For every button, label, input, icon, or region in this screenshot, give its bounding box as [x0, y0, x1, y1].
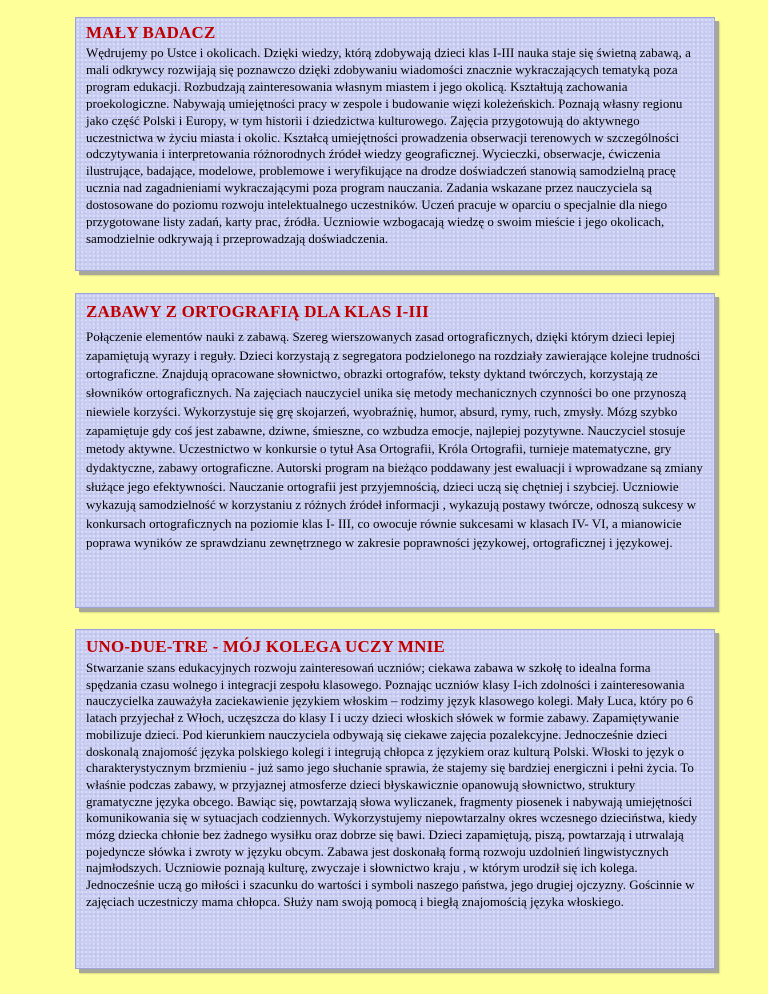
section-title: UNO-DUE-TRE - MÓJ KOLEGA UCZY MNIE: [86, 637, 445, 656]
section-title: ZABAWY Z ORTOGRAFIĄ DLA KLAS I-III: [86, 302, 429, 321]
section-zabawy-z-ortografia: [75, 293, 715, 608]
section-body: Połączenie elementów nauki z zabawą. Szereg wierszowanych zasad ortograficznych, dzięki którym dzieci lepiej zapamiętują wyrazy i reguły. Dzieci korzystają z segregatora podzielonego na rozdziały zawierające kolejne trudności ortograficzne. Znajdują opracowane słownictwo, obrazki ortografów, teksty dyktand twórczych, korzystają ze słowników ortograficznych. Na zajęciach nauczyciel unika się metody mechanicznych czynności bo one przynoszą niewiele korzyści. Wykorzystuje się grę skojarzeń, wyobraźnię, humor, absurd, rymy, ruch, zmysły. Mózg szybko zapamiętuje gdy coś jest zabawne, dziwne, śmieszne, co wzbudza emocje, najlepiej pozytywne. Nauczyciel stosuje metody aktywne. Uczestnictwo w konkursie o tytuł Asa Ortografii, Króla Ortografii, turnieje matematyczne, gry dydaktyczne, zabawy ortograficzne. Autorski program na bieżąco poddawany jest ewaluacji i wprowadzane są zmiany służące jego efektywności. Nauczanie ortografii jest przyjemnością, dzieci uczą się chętniej i szybciej. Uczniowie wykazują samodzielność w korzystaniu z różnych źródeł informacji , wykazują postawy twórcze, odnoszą sukcesy w konkursach ortograficznych na poziomie klas I- III, co owocuje równie sukcesami w klasach IV- VI, a mianowicie poprawa wyników ze sprawdzianu zewnętrznego w zakresie poprawności językowej, ortograficznej i językowej.: [86, 329, 703, 550]
section-uno-due-tre: [75, 629, 715, 969]
section-body: Wędrujemy po Ustce i okolicach. Dzięki wiedzy, którą zdobywają dzieci klas I-III nauka staje się świetną zabawą, a mali odkrywcy rozwijają się poznawczo dzięki zdobywaniu wiadomości znacznie wykraczających tematyką poza program edukacji. Rozbudzają zainteresowania własnym miastem i jego okolicą. Kształtują zachowania proekologiczne. Nabywają umiejętności pracy w zespole i budowanie więzi koleżeńskich. Poznają własny regionu jako część Polski i Europy, w tym historii i dziedzictwa kulturowego. Zajęcia przygotowują do aktywnego uczestnictwa w życiu miasta i okolic. Kształcą umiejętności prowadzenia obserwacji terenowych w szczególności odczytywania i interpretowania różnorodnych źródeł wiedzy geograficznej. Wycieczki, obserwacje, ćwiczenia ilustrujące, badające, modelowe, problemowe i weryfikujące na drodze doświadczeń stanowią samodzielną pracę ucznia nad zagadnieniami wykraczającymi poza program nauczania. Zadania wskazane przez nauczyciela są dostosowane do poziomu rozwoju intelektualnego uczestników. Uczeń pracuje w oparciu o specjalnie dla niego przygotowane listy zadań, karty prac, źródła. Uczniowie wzbogacają wiedzę o swoim mieście i jego okolicach, samodzielnie odkrywają i przeprowadzają doświadczenia.: [86, 45, 691, 246]
section-title: MAŁY BADACZ: [86, 23, 216, 42]
section-maly-badacz: [75, 17, 715, 271]
section-body: Stwarzanie szans edukacyjnych rozwoju zainteresowań uczniów; ciekawa zabawa w szkołę to idealna forma spędzania czasu wolnego i integracji zespołu klasowego. Poznając uczniów klasy I-ich zdolności i zainteresowania nauczycielka zauważyła zaciekawienie językiem włoskim – rodzimy język klasowego kolegi. Mały Luca, który po 6 latach przyjechał z Włoch, uczęszcza do klasy I i uczy dzieci włoskich słówek w formie zabawy. Zapamiętywanie mobilizuje dzieci. Pod kierunkiem nauczyciela odbywają się ciekawe zajęcia pozalekcyjne. Jednocześnie dzieci doskonalą znajomość języka polskiego kolegi i integrują chłopca z językiem oraz kulturą Polski. Włoski to język o charakterystycznym brzmieniu - już samo jego słuchanie sprawia, że stajemy się bardziej energiczni i pełni życia. To właśnie podczas zabawy, w przyjaznej atmosferze dzieci błyskawicznie opanowują słownictwo, struktury gramatyczne języka obcego. Bawiąc się, powtarzają słowa wyliczanek, fragmenty piosenek i nabywają umiejętności komunikowania się w sytuacjach codziennych. Wykorzystujemy niepowtarzalny okres wczesnego dzieciństwa, kiedy mózg dziecka chłonie bez żadnego wysiłku oraz dobrze się bawi. Dzieci zapamiętują, piszą, powtarzają i utrwalają pojedyncze słówka i zwroty w języku obcym. Zabawa jest doskonałą formą rozwoju uzdolnień lingwistycznych najmłodszych. Uczniowie poznają kulturę, zwyczaje i słownictwo kraju , w którym urodził się ich kolega. Jednocześnie uczą go miłości i szacunku do wartości i symboli naszego państwa, jego drugiej ojczyzny. Gościnnie w zajęciach uczestniczy mama chłopca. Służy nam swoją pomocą i biegłą znajomością języka włoskiego.: [86, 660, 698, 909]
